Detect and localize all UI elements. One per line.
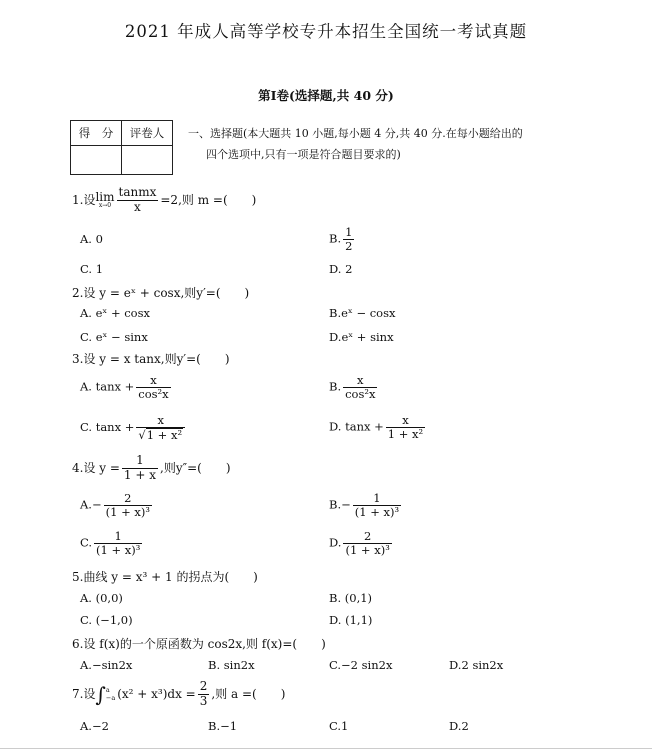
score-header: 得 分 [71, 121, 122, 146]
q4-b-den: (1 + x)³ [354, 505, 400, 520]
q1-lim-sub: x→0 [98, 202, 112, 210]
q1-option-d: D. 2 [329, 262, 353, 276]
q4-d-num: 2 [343, 530, 391, 544]
q1-option-a: A. 0 [80, 232, 103, 246]
q6-option-a: A.−sin2x [80, 658, 133, 672]
q7-lower: −a [105, 694, 116, 703]
q2-option-c: C. eˣ − sinx [80, 330, 148, 344]
q4-c-num: 1 [94, 530, 142, 544]
question-3: 3.设 y = x tanx,则y′=( ) [72, 352, 230, 366]
q6-option-d: D.2 sin2x [449, 658, 504, 672]
q5-option-d: D. (1,1) [329, 613, 373, 627]
integral-sign: ∫ [95, 682, 106, 707]
q3-option-b [329, 374, 379, 401]
q7-rest: ,则 a =( ) [211, 686, 286, 701]
q3-b-label: B. [329, 379, 342, 394]
grader-header: 评卷人 [122, 121, 173, 146]
grader-cell [122, 146, 173, 175]
q7-upper: a [105, 685, 110, 694]
q7-den: 3 [199, 693, 208, 708]
q1-option-c: C. 1 [80, 262, 104, 276]
instructions [188, 124, 523, 166]
q4-a-den: (1 + x)³ [105, 505, 150, 520]
q4-a-label: A.− [80, 497, 102, 512]
q7-prefix: 7.设 [72, 686, 96, 701]
q1-b-label: B. [329, 231, 342, 246]
q1-prefix: 1.设 [72, 192, 96, 207]
q1-option-b [329, 226, 356, 253]
q7-option-d: D.2 [449, 719, 469, 733]
q6-option-c: C.−2 sin2x [329, 658, 393, 672]
page-title: 2021 年成人高等学校专升本招生全国统一考试真题 [124, 22, 528, 41]
q3-a-den: cos²x [138, 387, 169, 402]
q3-c-label: C. tanx + [80, 420, 135, 435]
q3-c-den: √1 + x² [138, 428, 183, 443]
q1-rest: =2,则 m =( ) [160, 192, 257, 207]
instructions-line2: 四个选项中,只有一项是符合题目要求的) [206, 147, 401, 161]
q4-c-den: (1 + x)³ [96, 543, 141, 558]
q2-option-b: B.eˣ − cosx [329, 306, 396, 320]
score-table [70, 120, 173, 175]
q4-option-d [329, 530, 394, 557]
q7-limits [106, 686, 115, 703]
q4-option-c [80, 530, 144, 557]
q4-c-label: C. [80, 535, 93, 550]
q1-denominator: x [134, 199, 141, 214]
q1-b-den: 2 [345, 239, 353, 254]
q1-limit [95, 191, 114, 209]
q4-prefix: 4.设 y = [72, 460, 120, 475]
q3-option-a [80, 374, 173, 401]
q4-d-den: (1 + x)³ [345, 543, 390, 558]
q7-option-c: C.1 [329, 719, 349, 733]
q4-den: 1 + x [123, 467, 157, 482]
q1-b-num: 1 [345, 225, 353, 239]
q3-c-num: x [136, 414, 185, 428]
q3-a-label: A. tanx + [80, 379, 135, 394]
q6-option-b: B. sin2x [208, 658, 255, 672]
instructions-line1: 一、选择题(本大题共 10 小题,每小题 4 分,共 40 分.在每小题给出的 [188, 127, 523, 140]
question-2: 2.设 y = eˣ + cosx,则y′=( ) [72, 286, 250, 300]
q2-option-a: A. eˣ + cosx [80, 306, 150, 320]
q3-option-c [80, 414, 187, 442]
q3-option-d [329, 414, 427, 441]
question-7 [72, 680, 285, 709]
q4-rest: ,则y″=( ) [160, 460, 231, 475]
q4-option-b [329, 492, 403, 519]
q4-d-label: D. [329, 535, 342, 550]
q4-a-num: 2 [104, 492, 152, 506]
q2-option-d: D.eˣ + sinx [329, 330, 394, 344]
q7-integrand: (x² + x³)dx = [117, 686, 196, 701]
q5-option-c: C. (−1,0) [80, 613, 133, 627]
q7-option-b: B.−1 [208, 719, 238, 733]
q4-b-label: B.− [329, 497, 351, 512]
q3-b-den: cos²x [345, 387, 376, 402]
q5-option-a: A. (0,0) [80, 591, 123, 605]
q1-fraction [117, 186, 159, 215]
q7-option-a: A.−2 [80, 719, 109, 733]
q1-numerator: tanmx [118, 185, 157, 199]
q3-d-num: x [386, 414, 425, 428]
section-title: 第Ⅰ卷(选择题,共 40 分) [258, 88, 394, 103]
page-bottom-edge [0, 748, 652, 749]
q3-a-num: x [136, 374, 170, 388]
question-1 [72, 186, 256, 215]
q3-d-den: 1 + x² [387, 427, 424, 442]
q1-lim-word: lim [95, 190, 115, 205]
question-6: 6.设 f(x)的一个原函数为 cos2x,则 f(x)=( ) [72, 637, 326, 651]
q4-num: 1 [122, 454, 158, 469]
question-4 [72, 454, 231, 483]
q3-b-num: x [343, 374, 377, 388]
q7-num: 2 [199, 679, 208, 693]
score-cell [71, 146, 122, 175]
q5-option-b: B. (0,1) [329, 591, 373, 605]
q3-d-label: D. tanx + [329, 419, 384, 434]
q3-c-radicand: 1 + x² [146, 428, 183, 443]
q4-option-a [80, 492, 154, 519]
q4-b-num: 1 [353, 492, 401, 506]
question-5: 5.曲线 y = x³ + 1 的拐点为( ) [72, 570, 258, 584]
